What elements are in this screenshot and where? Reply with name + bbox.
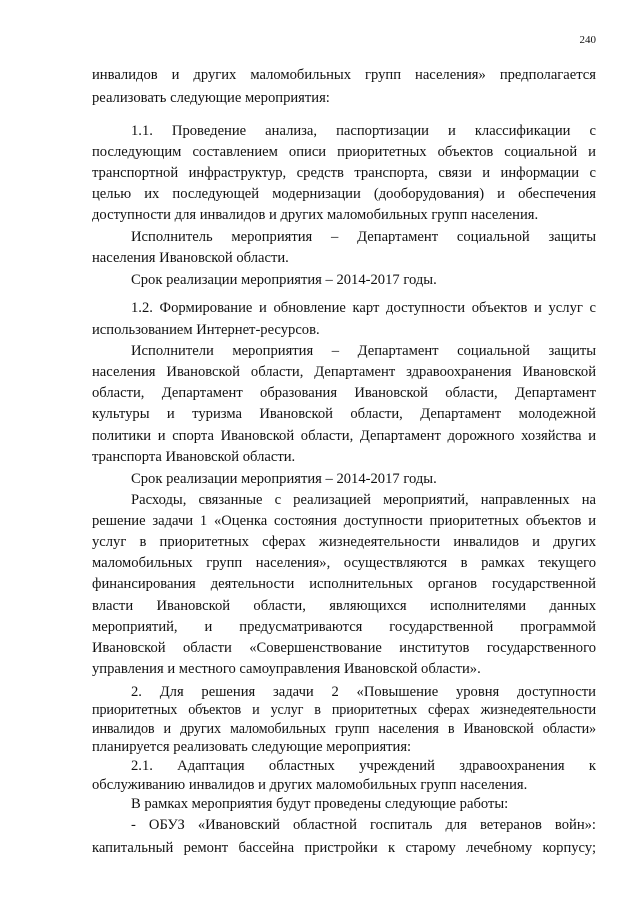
text-line: реализовать следующие мероприятия: [92, 90, 330, 106]
text-line: политики и спорта Ивановской области, Департамент дорожного хозяйства и [92, 428, 596, 444]
text-line: инвалидов и других маломобильных групп населения в Ивановской области» [92, 721, 596, 737]
text-line: 2. Для решения задачи 2 «Повышение уровня доступности [131, 684, 596, 700]
text-line: обслуживанию инвалидов и других маломобильных групп населения. [92, 777, 528, 793]
text-line: капитальный ремонт бассейна пристройки к старому лечебному корпусу; [92, 840, 596, 856]
text-line: Ивановской области «Совершенствование институтов государственного [92, 640, 596, 656]
text-line: Срок реализации мероприятия – 2014-2017 годы. [131, 471, 437, 487]
text-line: приоритетных объектов и услуг в приоритетных сферах жизнедеятельности [92, 702, 596, 718]
text-line: маломобильных групп населения», осуществляются в рамках текущего [92, 555, 596, 571]
text-line: населения Ивановской области. [92, 250, 289, 266]
text-line: 1.2. Формирование и обновление карт доступности объектов и услуг с [131, 300, 596, 316]
text-line: услуг в приоритетных сферах жизнедеятельности инвалидов и других [92, 534, 596, 550]
text-line: управления и местного самоуправления Ивановской области». [92, 661, 481, 677]
text-line: планируется реализовать следующие мероприятия: [92, 739, 412, 755]
text-line: доступности для инвалидов и других маломобильных групп населения. [92, 207, 539, 223]
text-line: решение задачи 1 «Оценка состояния доступности приоритетных объектов и [92, 513, 596, 529]
text-line: 1.1. Проведение анализа, паспортизации и классификации с [131, 123, 596, 139]
text-line: 2.1. Адаптация областных учреждений здравоохранения к [131, 758, 596, 774]
text-line: Исполнители мероприятия – Департамент социальной защиты [131, 343, 596, 359]
text-line: Расходы, связанные с реализацией мероприятий, направленных на [131, 492, 596, 508]
text-line: использованием Интернет-ресурсов. [92, 322, 320, 338]
text-line: Исполнитель мероприятия – Департамент социальной защиты [131, 229, 596, 245]
text-line: области, Департамент образования Ивановской области, Департамент [92, 385, 596, 401]
text-line: транспортной инфраструктур, средств транспорта, связи и информации с [92, 165, 596, 181]
text-line: власти Ивановской области, являющихся исполнителями данных [92, 598, 596, 614]
text-line: Срок реализации мероприятия – 2014-2017 годы. [131, 272, 437, 288]
text-line: - ОБУЗ «Ивановский областной госпиталь для ветеранов войн»: [131, 817, 596, 833]
text-line: В рамках мероприятия будут проведены следующие работы: [131, 796, 509, 812]
text-line: мероприятий, и предусматриваются государственной программой [92, 619, 596, 635]
page-number: 240 [579, 34, 596, 46]
text-line: культуры и туризма Ивановской области, Департамент молодежной [92, 406, 596, 422]
text-line: транспорта Ивановской области. [92, 449, 296, 465]
text-line: целью их последующей модернизации (дооборудования) и обеспечения [92, 186, 596, 202]
text-line: последующим составлением описи приоритетных объектов социальной и [92, 144, 596, 160]
text-line: инвалидов и других маломобильных групп населения» предполагается [92, 67, 596, 83]
text-line: населения Ивановской области, Департамент здравоохранения Ивановской [92, 364, 596, 380]
text-line: финансирования деятельности исполнительных органов государственной [92, 576, 596, 592]
